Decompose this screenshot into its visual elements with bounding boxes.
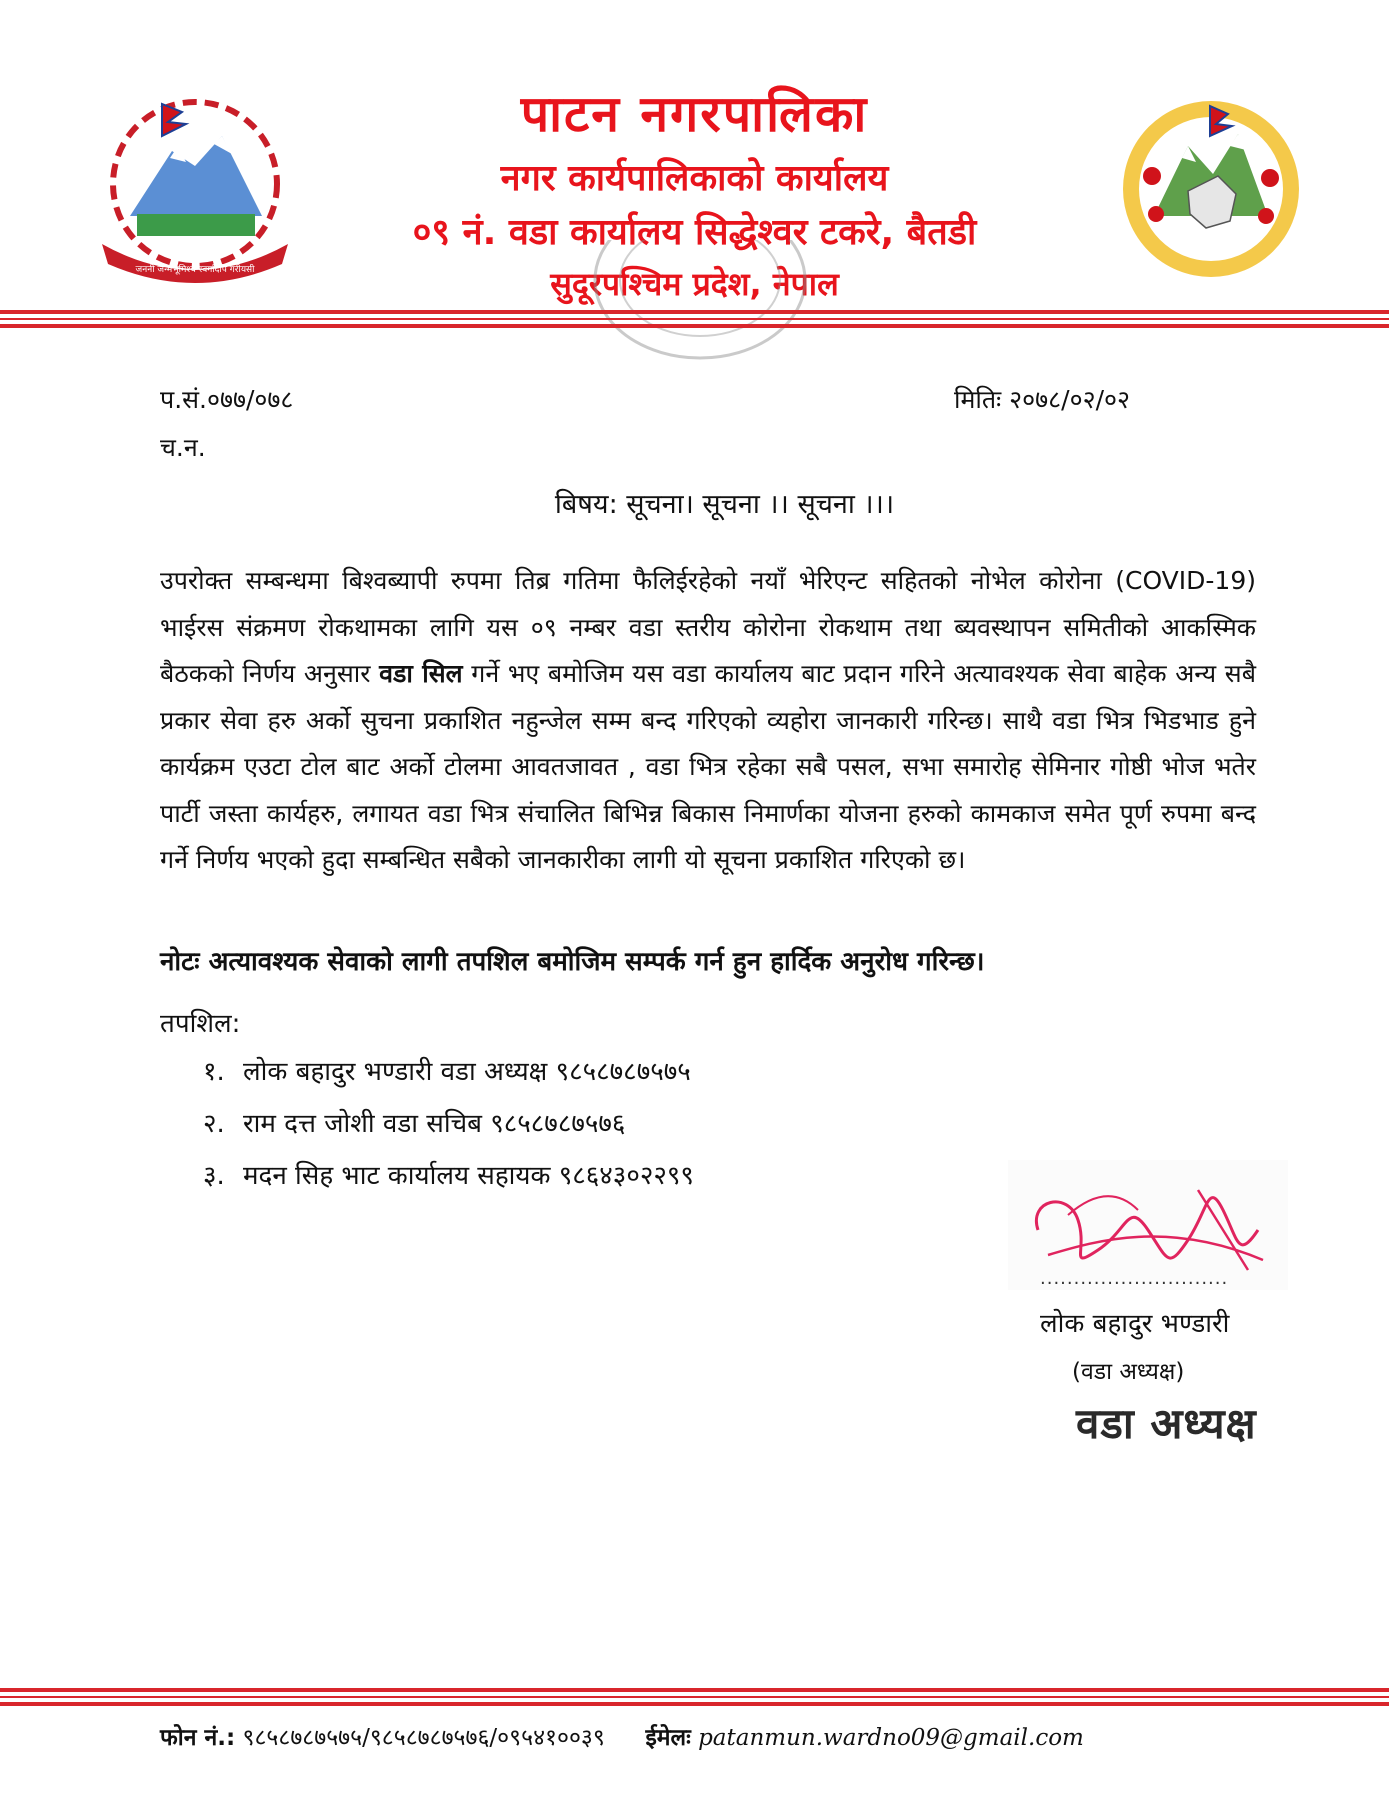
footer-rule-bottom — [0, 1702, 1389, 1706]
signatory-name: लोक बहादुर भण्डारी — [1040, 1309, 1230, 1339]
list-item-number: २. — [203, 1109, 225, 1139]
email-address[interactable]: patanmun.wardno09@gmail.com — [698, 1725, 1084, 1751]
list-item-number: ३. — [203, 1161, 225, 1191]
letter-date: मितिः २०७८/०२/०२ — [954, 385, 1130, 414]
phone-numbers: ९८५८७८७५७५/९८५८७८७५७६/०९५४१००३९ — [242, 1725, 605, 1751]
ward-office-address: ०९ नं. वडा कार्यालय सिद्धेश्वर टकरे, बैतडी — [412, 212, 977, 253]
office-stamp — [580, 240, 820, 360]
header-rule-thin — [0, 318, 1389, 320]
signatory-role: (वडा अध्यक्ष) — [1072, 1359, 1185, 1385]
footer-rule-top — [0, 1688, 1389, 1692]
header-rule-top — [0, 310, 1389, 314]
notice-body — [160, 558, 1256, 884]
reference-number: प.सं.०७७/०७८ — [160, 385, 294, 414]
email-label: ईमेलः — [645, 1725, 691, 1751]
signature-line: ............................ — [1040, 1268, 1229, 1289]
tapsil-label: तपशिल: — [160, 1009, 241, 1039]
municipality-name: पाटन नगरपालिका — [520, 85, 869, 143]
list-item — [203, 1104, 694, 1156]
note-text: नोटः अत्यावश्यक सेवाको लागी तपशिल बमोजिम सम्पर्क गर्न हुन हार्दिक अनुरोध गरिन्छ। — [160, 947, 985, 977]
list-item-number: १. — [203, 1057, 225, 1087]
list-item-text: राम दत्त जोशी वडा सचिब ९८५८७८७५७६ — [243, 1109, 626, 1139]
office-name: नगर कार्यपालिकाको कार्यालय — [500, 158, 889, 199]
letter-subject: बिषय: सूचना। सूचना ।। सूचना ।।। — [554, 489, 895, 520]
role-stamp: वडा अध्यक्ष — [1076, 1399, 1257, 1448]
list-item — [203, 1052, 694, 1104]
body-text-part2: गर्ने भए बमोजिम यस वडा कार्यालय बाट प्रदान गरिने अत्यावश्यक सेवा बाहेक अन्य सबै प्रकार सेवा हरु अर्को सुचना प्रकाशित नहुन्जेल सम्म बन्द गरिएको व्यहोरा जानकारी गरिन्छ। साथै वडा भित्र भिडभाड हुने कार्यक्रम एउटा टोल बाट अर्को टोलमा आवतजावत , वडा भित्र रहेका सबै पसल, सभा समारोह सेमिनार गोष्ठी भोज भतेर पार्टी जस्ता कार्यहरु, लगायत वडा भित्र संचालित बिभिन्न बिकास निमार्णका योजना हरुको कामकाज समेत पूर्ण रुपमा बन्द गर्ने निर्णय भएको हुदा सम्बन्धित सबैको जानकारीका लागी यो सूचना प्रकाशित गरिएको छ। — [160, 659, 1256, 874]
body-text-part1: उपरोक्त सम्बन्धमा बिश्वब्यापी रुपमा तिब्र गतिमा फैलिईरहेको नयाँ भेरिएन्ट सहितको नोभेल कोरोना (COVID-19) भाईरस संक्रमण रोकथामका लागि यस ०९ नम्बर वडा स्तरीय कोरोना रोकथाम तथा ब्यवस्थापन समितीको आकस्मिक बैठकको निर्णय अनुसार — [160, 566, 1256, 688]
header-rule-bottom — [0, 324, 1389, 328]
footer-rule-thin — [0, 1696, 1389, 1698]
footer-contact — [160, 1720, 1084, 1752]
list-item-text: लोक बहादुर भण्डारी वडा अध्यक्ष ९८५८७८७५७५ — [243, 1057, 691, 1087]
body-text-bold: वडा सिल — [379, 659, 463, 688]
contact-list — [203, 1052, 694, 1208]
phone-label: फोन नं.: — [160, 1725, 236, 1751]
list-item-text: मदन सिह भाट कार्यालय सहायक ९८६४३०२२९९ — [243, 1161, 694, 1191]
list-item — [203, 1156, 694, 1208]
dispatch-number: च.न. — [160, 433, 206, 462]
emblem-motto-text: जननी जन्मभूमिश्च स्वर्गादपि गरीयसी — [135, 265, 255, 275]
province-country: सुदूरपश्चिम प्रदेश, नेपाल — [550, 265, 839, 303]
